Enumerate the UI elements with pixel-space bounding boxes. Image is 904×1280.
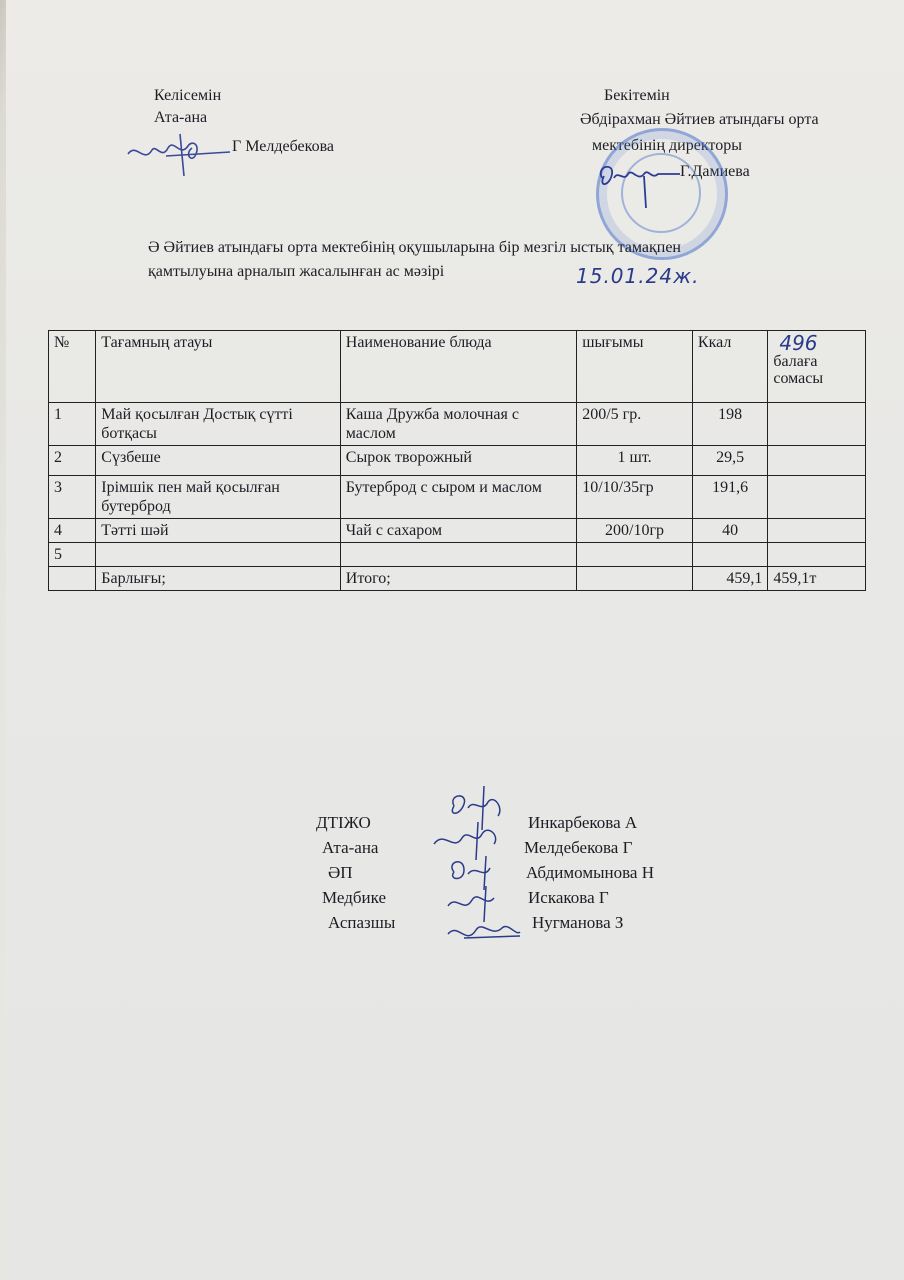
- row-price: [768, 446, 866, 476]
- row-kcal: [692, 543, 767, 567]
- total-no: [49, 567, 96, 591]
- row-price: [768, 403, 866, 446]
- table-row: [49, 519, 866, 543]
- row-name-ru: [340, 543, 576, 567]
- row-kcal: 40: [692, 519, 767, 543]
- signature-role: ДТІЖО: [316, 813, 371, 832]
- row-name-ru: Каша Дружба молочная с маслом: [340, 403, 576, 446]
- row-no: 4: [49, 519, 96, 543]
- row-output: 200/10гр: [577, 519, 693, 543]
- parent-label: Ата-ана: [154, 109, 208, 126]
- signature-role: Ата-ана: [322, 838, 379, 857]
- row-no: 3: [49, 476, 96, 519]
- menu-title-line-1: Ә Әйтиев атындағы орта мектебінің оқушыларына бір мезгіл ыстық тамақпен: [148, 239, 681, 256]
- row-price: [768, 519, 866, 543]
- table-row: [49, 446, 866, 476]
- col-header-price: балаға сомасы: [773, 353, 824, 387]
- total-label-kz: Барлығы;: [96, 567, 340, 591]
- director-line: мектебінің директоры: [592, 137, 742, 154]
- row-name-kz: Май қосылған Достық сүтті ботқасы: [96, 403, 340, 446]
- row-kcal: 29,5: [692, 446, 767, 476]
- director-name: Г.Дамиева: [680, 163, 750, 180]
- signature-name: Мелдебекова Г: [524, 838, 633, 857]
- total-kcal: 459,1: [692, 567, 767, 591]
- row-name-ru: Чай с сахаром: [340, 519, 576, 543]
- signature-name: Инкарбекова А: [528, 813, 638, 832]
- row-kcal: 191,6: [692, 476, 767, 519]
- row-name-kz: [96, 543, 340, 567]
- approved-label: Бекітемін: [604, 87, 670, 104]
- table-row: [49, 543, 866, 567]
- handwritten-signatures: [424, 786, 524, 962]
- row-price: [768, 543, 866, 567]
- total-label-ru: Итого;: [340, 567, 576, 591]
- menu-title-line-2: қамтылуына арналып жасалынған ас мәзірі: [148, 263, 445, 280]
- signature-name: Абдимомынова Н: [526, 863, 654, 882]
- signature-names: [522, 810, 654, 935]
- row-output: 10/10/35гр: [577, 476, 693, 519]
- col-header-no: №: [49, 331, 96, 403]
- col-header-price-cell: [768, 331, 866, 403]
- row-no: 2: [49, 446, 96, 476]
- table-row: [49, 476, 866, 519]
- signature-name: Искакова Г: [528, 888, 609, 907]
- parent-name: Г Мелдебекова: [232, 138, 335, 155]
- signature-roles: [316, 810, 395, 935]
- row-no: 1: [49, 403, 96, 446]
- row-name-kz: Сүзбеше: [96, 446, 340, 476]
- signature-name: Нугманова З: [532, 913, 624, 932]
- row-output: [577, 543, 693, 567]
- director-signature: [588, 152, 688, 212]
- price-handwritten-note: 496: [779, 331, 818, 355]
- row-kcal: 198: [692, 403, 767, 446]
- row-name-ru: Сырок творожный: [340, 446, 576, 476]
- table-header-row: [49, 331, 866, 403]
- col-header-name-ru: Наименование блюда: [340, 331, 576, 403]
- col-header-kcal: Ккал: [692, 331, 767, 403]
- total-output: [577, 567, 693, 591]
- row-no: 5: [49, 543, 96, 567]
- menu-date: 15.01.24ж.: [576, 264, 700, 288]
- row-name-kz: Тәтті шәй: [96, 519, 340, 543]
- document-page: [6, 0, 904, 1280]
- row-price: [768, 476, 866, 519]
- signature-role: Медбике: [322, 888, 386, 907]
- signature-role: Аспазшы: [328, 913, 396, 932]
- row-output: 200/5 гр.: [577, 403, 693, 446]
- row-output: 1 шт.: [577, 446, 693, 476]
- table-row: [49, 403, 866, 446]
- col-header-output: шығымы: [577, 331, 693, 403]
- table-total-row: [49, 567, 866, 591]
- col-header-name-kz: Тағамның атауы: [96, 331, 340, 403]
- parent-signature: [122, 124, 234, 180]
- row-name-kz: Ірімшік пен май қосылған бутерброд: [96, 476, 340, 519]
- school-line: Әбдірахман Әйтиев атындағы орта: [580, 111, 819, 128]
- row-name-ru: Бутерброд с сыром и маслом: [340, 476, 576, 519]
- menu-table: [48, 330, 866, 591]
- signature-role: ӘП: [328, 863, 353, 882]
- total-price: 459,1т: [768, 567, 866, 591]
- agreed-label: Келісемін: [154, 87, 222, 104]
